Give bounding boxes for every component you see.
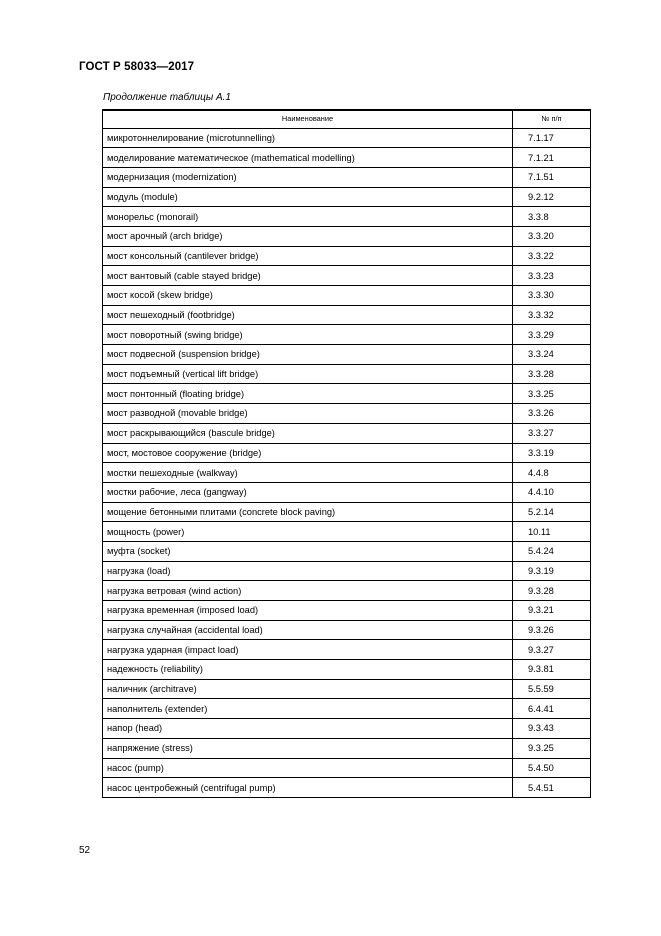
item-number-cell: 7.1.17: [513, 128, 591, 148]
term-cell: насос (pump): [103, 758, 513, 778]
table-row: [103, 778, 591, 798]
term-cell: нагрузка (load): [103, 561, 513, 581]
term-cell: насос центробежный (centrifugal pump): [103, 778, 513, 798]
table-header-row: [103, 110, 591, 128]
item-number-cell: 9.3.81: [513, 660, 591, 680]
table-row: [103, 286, 591, 306]
item-number-cell: 9.3.25: [513, 738, 591, 758]
item-number-cell: 10.11: [513, 522, 591, 542]
term-cell: модуль (module): [103, 187, 513, 207]
term-cell: мост понтонный (floating bridge): [103, 384, 513, 404]
item-number-cell: 7.1.21: [513, 148, 591, 168]
table-row: [103, 601, 591, 621]
item-number-cell: 4.4.10: [513, 482, 591, 502]
term-cell: мост пешеходный (footbridge): [103, 305, 513, 325]
table-row: [103, 482, 591, 502]
item-number-cell: 3.3.24: [513, 345, 591, 365]
table-row: [103, 738, 591, 758]
table-row: [103, 266, 591, 286]
term-cell: напор (head): [103, 719, 513, 739]
item-number-cell: 3.3.22: [513, 246, 591, 266]
term-cell: надежность (reliability): [103, 660, 513, 680]
term-cell: нагрузка ветровая (wind action): [103, 581, 513, 601]
item-number-cell: 9.3.27: [513, 640, 591, 660]
table-row: [103, 640, 591, 660]
term-cell: мост арочный (arch bridge): [103, 226, 513, 246]
item-number-cell: 5.4.50: [513, 758, 591, 778]
item-number-cell: 5.2.14: [513, 502, 591, 522]
table-row: [103, 620, 591, 640]
table-row: [103, 345, 591, 365]
table-row: [103, 128, 591, 148]
term-cell: моделирование математическое (mathematical modelling): [103, 148, 513, 168]
table-row: [103, 443, 591, 463]
term-cell: мост консольный (cantilever bridge): [103, 246, 513, 266]
table-row: [103, 502, 591, 522]
table-row: [103, 423, 591, 443]
item-number-cell: 3.3.19: [513, 443, 591, 463]
term-cell: нагрузка временная (imposed load): [103, 601, 513, 621]
table-row: [103, 699, 591, 719]
term-cell: микротоннелирование (microtunnelling): [103, 128, 513, 148]
item-number-cell: 5.4.24: [513, 541, 591, 561]
item-number-cell: 3.3.23: [513, 266, 591, 286]
item-number-cell: 3.3.26: [513, 404, 591, 424]
item-number-cell: 3.3.29: [513, 325, 591, 345]
term-cell: муфта (socket): [103, 541, 513, 561]
table-row: [103, 719, 591, 739]
table-row: [103, 246, 591, 266]
item-number-cell: 3.3.25: [513, 384, 591, 404]
item-number-cell: 3.3.20: [513, 226, 591, 246]
item-number-cell: 4.4.8: [513, 463, 591, 483]
table-row: [103, 364, 591, 384]
table-caption: Продолжение таблицы А.1: [103, 92, 231, 103]
term-cell: мост косой (skew bridge): [103, 286, 513, 306]
term-cell: наполнитель (extender): [103, 699, 513, 719]
item-number-cell: 9.2.12: [513, 187, 591, 207]
term-cell: мост раскрывающийся (bascule bridge): [103, 423, 513, 443]
table-row: [103, 207, 591, 227]
term-cell: нагрузка случайная (accidental load): [103, 620, 513, 640]
term-cell: мост подъемный (vertical lift bridge): [103, 364, 513, 384]
table-row: [103, 148, 591, 168]
table-row: [103, 581, 591, 601]
term-cell: мост вантовый (cable stayed bridge): [103, 266, 513, 286]
table-row: [103, 305, 591, 325]
item-number-cell: 9.3.21: [513, 601, 591, 621]
table-row: [103, 384, 591, 404]
item-number-cell: 3.3.30: [513, 286, 591, 306]
item-number-cell: 9.3.19: [513, 561, 591, 581]
document-standard-title: ГОСТ Р 58033—2017: [79, 61, 195, 73]
table-body: [103, 128, 591, 797]
table-row: [103, 187, 591, 207]
item-number-cell: 9.3.28: [513, 581, 591, 601]
table-row: [103, 660, 591, 680]
table-row: [103, 404, 591, 424]
term-cell: мост, мостовое сооружение (bridge): [103, 443, 513, 463]
term-cell: мощность (power): [103, 522, 513, 542]
term-cell: мостки рабочие, леса (gangway): [103, 482, 513, 502]
table-header: [103, 110, 591, 128]
table-row: [103, 541, 591, 561]
table-row: [103, 679, 591, 699]
term-cell: нагрузка ударная (impact load): [103, 640, 513, 660]
column-header-name: Наименование: [103, 110, 513, 128]
term-cell: мост разводной (movable bridge): [103, 404, 513, 424]
table-row: [103, 522, 591, 542]
table-row: [103, 167, 591, 187]
table-row: [103, 325, 591, 345]
table-row: [103, 226, 591, 246]
table-row: [103, 758, 591, 778]
item-number-cell: 9.3.26: [513, 620, 591, 640]
term-cell: мостки пешеходные (walkway): [103, 463, 513, 483]
table-row: [103, 463, 591, 483]
item-number-cell: 6.4.41: [513, 699, 591, 719]
index-table: [102, 109, 591, 798]
item-number-cell: 5.5.59: [513, 679, 591, 699]
term-cell: мост поворотный (swing bridge): [103, 325, 513, 345]
term-cell: монорельс (monorail): [103, 207, 513, 227]
item-number-cell: 3.3.28: [513, 364, 591, 384]
term-cell: мост подвесной (suspension bridge): [103, 345, 513, 365]
item-number-cell: 9.3.43: [513, 719, 591, 739]
table-row: [103, 561, 591, 581]
term-cell: модернизация (modernization): [103, 167, 513, 187]
item-number-cell: 3.3.8: [513, 207, 591, 227]
term-cell: напряжение (stress): [103, 738, 513, 758]
item-number-cell: 5.4.51: [513, 778, 591, 798]
item-number-cell: 7.1.51: [513, 167, 591, 187]
item-number-cell: 3.3.32: [513, 305, 591, 325]
item-number-cell: 3.3.27: [513, 423, 591, 443]
term-cell: наличник (architrave): [103, 679, 513, 699]
column-header-number: № п/п: [513, 110, 591, 128]
page-number: 52: [79, 845, 91, 856]
term-cell: мощение бетонными плитами (concrete block paving): [103, 502, 513, 522]
